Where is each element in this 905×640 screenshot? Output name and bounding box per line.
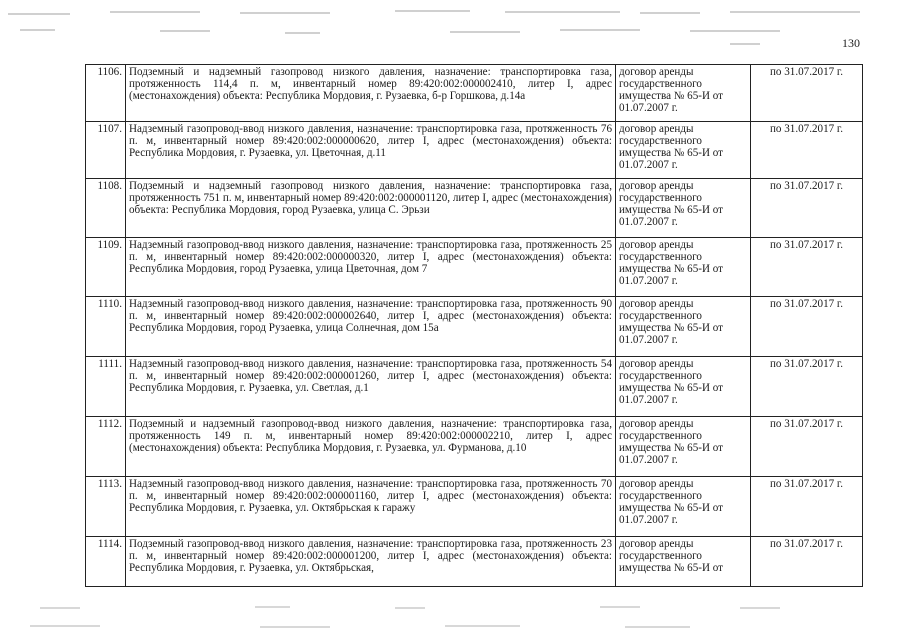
table-row (86, 537, 863, 587)
row-number: 1110. (86, 297, 126, 357)
row-number: 1113. (86, 477, 126, 537)
lease-basis: договор аренды государственного имущества № 65-И от 01.07.2007 г. (616, 297, 751, 357)
lease-term: по 31.07.2017 г. (751, 297, 863, 357)
property-registry-table (85, 64, 863, 587)
object-description: Надземный газопровод-ввод низкого давления, назначение: транспортировка газа, протяженность 25 п. м, инвентарный номер 89:420:002:000000320, литер I, адрес (местонахождения) объекта: Республика Мордовия, город Рузаевка, улица Цветочная, дом 7 (126, 238, 616, 297)
lease-term: по 31.07.2017 г. (751, 179, 863, 238)
lease-term: по 31.07.2017 г. (751, 65, 863, 122)
row-number: 1106. (86, 65, 126, 122)
lease-term: по 31.07.2017 г. (751, 357, 863, 417)
lease-basis: договор аренды государственного имущества № 65-И от 01.07.2007 г. (616, 417, 751, 477)
lease-term: по 31.07.2017 г. (751, 122, 863, 179)
object-description: Надземный газопровод-ввод низкого давления, назначение: транспортировка газа, протяженность 90 п. м, инвентарный номер 89:420:002:000002640, литер I, адрес (местонахождения) объекта: Республика Мордовия, город Рузаевка, улица Солнечная, дом 15а (126, 297, 616, 357)
row-number: 1108. (86, 179, 126, 238)
table-row (86, 65, 863, 122)
object-description: Подземный газопровод-ввод низкого давления, назначение: транспортировка газа, протяженность 23 п. м, инвентарный номер 89:420:002:000001200, литер I, адрес (местонахождения) объекта: Республика Мордовия, г. Рузаевка, ул. Октябрьская, (126, 537, 616, 587)
scan-artifacts-bottom (0, 600, 905, 640)
row-number: 1114. (86, 537, 126, 587)
row-number: 1107. (86, 122, 126, 179)
table-row (86, 122, 863, 179)
row-number: 1109. (86, 238, 126, 297)
object-description: Подземный и надземный газопровод-ввод низкого давления, назначение: транспортировка газа, протяженность 149 п. м, инвентарный номер 89:420:002:000002210, литер I, адрес (местонахождения) объекта: Республика Мордовия, г. Рузаевка, ул. Фурманова, д.10 (126, 417, 616, 477)
lease-basis: договор аренды государственного имущества № 65-И от 01.07.2007 г. (616, 65, 751, 122)
row-number: 1111. (86, 357, 126, 417)
lease-term: по 31.07.2017 г. (751, 477, 863, 537)
lease-basis: договор аренды государственного имущества № 65-И от 01.07.2007 г. (616, 477, 751, 537)
table-row (86, 297, 863, 357)
table-row (86, 179, 863, 238)
table-row (86, 477, 863, 537)
object-description: Подземный и надземный газопровод низкого давления, назначение: транспортировка газа, протяженность 751 п. м, инвентарный номер 89:420:002:000001120, литер I, адрес (местонахождения) объекта: Республика Мордовия, город Рузаевка, улица С. Эрьзи (126, 179, 616, 238)
lease-term: по 31.07.2017 г. (751, 238, 863, 297)
lease-term: по 31.07.2017 г. (751, 417, 863, 477)
object-description: Надземный газопровод-ввод низкого давления, назначение: транспортировка газа, протяженность 70 п. м, инвентарный номер 89:420:002:000001160, литер I, адрес (местонахождения) объекта: Республика Мордовия, г. Рузаевка, ул. Октябрьская к гаражу (126, 477, 616, 537)
table-row (86, 238, 863, 297)
lease-basis: договор аренды государственного имущества № 65-И от 01.07.2007 г. (616, 122, 751, 179)
page-number: 130 (842, 36, 860, 50)
object-description: Подземный и надземный газопровод низкого давления, назначение: транспортировка газа, протяженность 114,4 п. м, инвентарный номер 89:420:002:000002410, литер I, адрес (местонахождения) объекта: Республика Мордовия, г. Рузаевка, б-р Горшкова, д.14а (126, 65, 616, 122)
lease-basis: договор аренды государственного имущества № 65-И от 01.07.2007 г. (616, 179, 751, 238)
lease-basis: договор аренды государственного имущества № 65-И от 01.07.2007 г. (616, 357, 751, 417)
table-row (86, 417, 863, 477)
scan-artifacts-top (0, 0, 905, 60)
object-description: Надземный газопровод-ввод низкого давления, назначение: транспортировка газа, протяженность 54 п. м, инвентарный номер 89:420:002:000001260, литер I, адрес (местонахождения) объекта: Республика Мордовия, г. Рузаевка, ул. Светлая, д.1 (126, 357, 616, 417)
object-description: Надземный газопровод-ввод низкого давления, назначение: транспортировка газа, протяженность 76 п. м, инвентарный номер 89:420:002:000000620, литер I, адрес (местонахождения) объекта: Республика Мордовия, г. Рузаевка, ул. Цветочная, д.11 (126, 122, 616, 179)
row-number: 1112. (86, 417, 126, 477)
lease-basis: договор аренды государственного имущества № 65-И от 01.07.2007 г. (616, 238, 751, 297)
lease-basis: договор аренды государственного имущества № 65-И от (616, 537, 751, 587)
lease-term: по 31.07.2017 г. (751, 537, 863, 587)
table-row (86, 357, 863, 417)
